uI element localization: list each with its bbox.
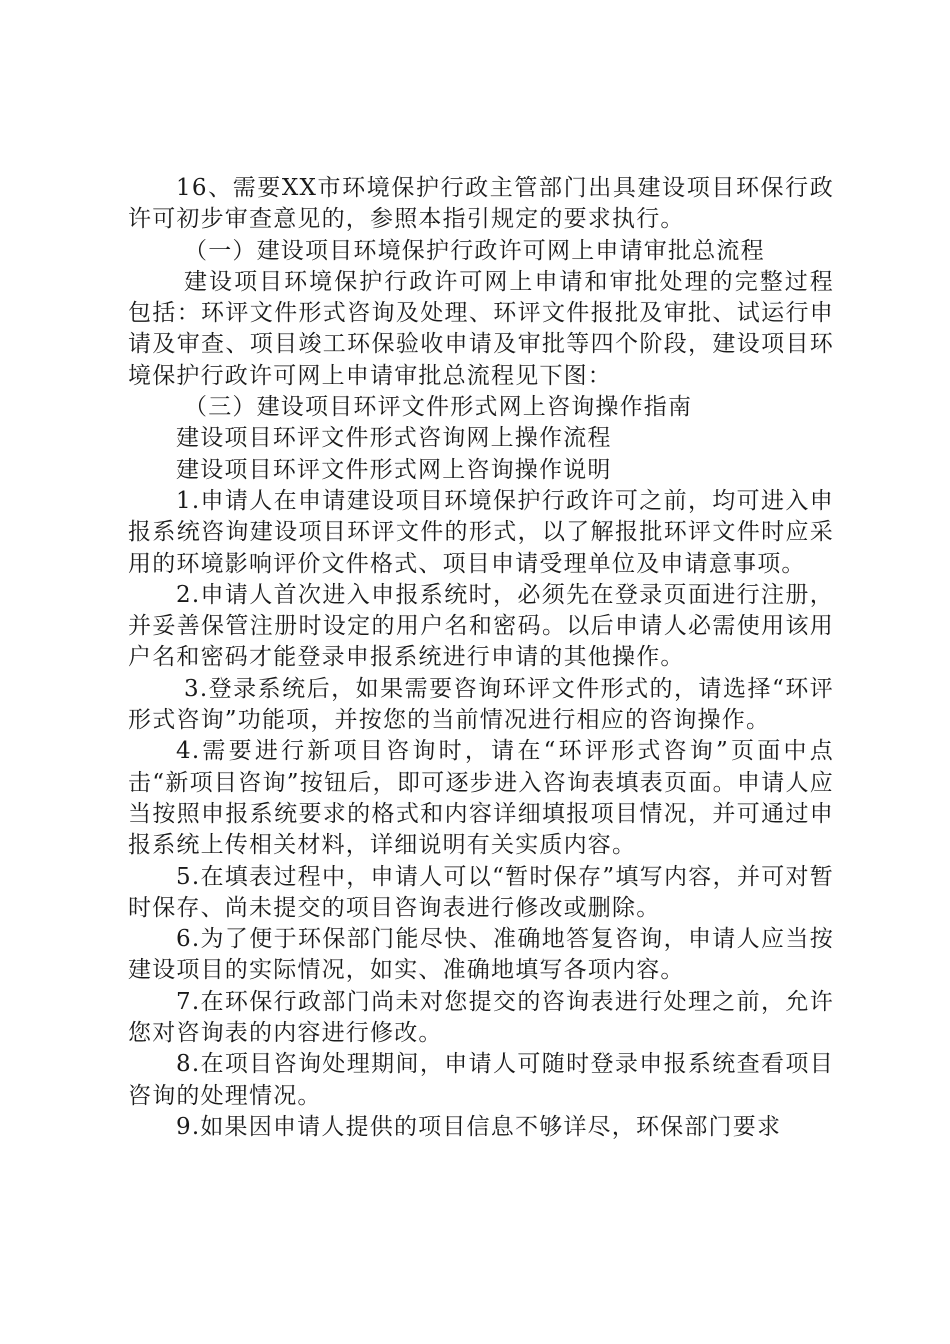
subheading-instructions: 建设项目环评文件形式网上咨询操作说明 bbox=[176, 456, 612, 483]
paragraph-item-4: 4.需要进行新项目咨询时，请在“环评形式咨询”页面中点击“新项目咨询”按钮后，即可逐步进入咨询表填表页面。申请人应当按照申报系统要求的格式和内容详细填报项目情况，并可通过申报系统上传相关材料，详细说明有关实质内容。 bbox=[128, 738, 834, 859]
section-heading-3: （三）建设项目环评文件形式网上咨询操作指南 bbox=[184, 394, 693, 421]
paragraph-item-9: 9.如果因申请人提供的项目信息不够详尽，环保部门要求 bbox=[176, 1113, 782, 1140]
paragraph-16: 16、需要XX市环境保护行政主管部门出具建设项目环保行政许可初步审查意见的，参照本指引规定的要求执行。 bbox=[128, 175, 834, 233]
paragraph-item-1: 1.申请人在申请建设项目环境保护行政许可之前，均可进入申报系统咨询建设项目环评文件的形式，以了解报批环评文件时应采用的环境影响评价文件格式、项目申请受理单位及申请意事项。 bbox=[128, 487, 834, 577]
paragraph-item-8: 8.在项目咨询处理期间，申请人可随时登录申报系统查看项目咨询的处理情况。 bbox=[128, 1051, 834, 1109]
document-body bbox=[128, 173, 834, 1143]
subheading-flow: 建设项目环评文件形式咨询网上操作流程 bbox=[176, 425, 612, 452]
paragraph-item-6: 6.为了便于环保部门能尽快、准确地答复咨询，申请人应当按建设项目的实际情况，如实、准确地填写各项内容。 bbox=[128, 926, 834, 984]
paragraph-process-overview: 建设项目环境保护行政许可网上申请和审批处理的完整过程包括：环评文件形式咨询及处理、环评文件报批及审批、试运行申请及审查、项目竣工环保验收申请及审批等四个阶段，建设项目环境保护行政许可网上申请审批总流程见下图： bbox=[128, 268, 834, 389]
paragraph-item-2: 2.申请人首次进入申报系统时，必须先在登录页面进行注册，并妥善保管注册时设定的用户名和密码。以后申请人必需使用该用户名和密码才能登录申报系统进行申请的其他操作。 bbox=[128, 581, 834, 671]
paragraph-item-3: 3.登录系统后，如果需要咨询环评文件形式的，请选择“环评形式咨询”功能项，并按您的当前情况进行相应的咨询操作。 bbox=[128, 675, 834, 734]
section-heading-1: （一）建设项目环境保护行政许可网上申请审批总流程 bbox=[184, 237, 765, 264]
paragraph-item-7: 7.在环保行政部门尚未对您提交的咨询表进行处理之前，允许您对咨询表的内容进行修改。 bbox=[128, 988, 834, 1047]
paragraph-item-5: 5.在填表过程中，申请人可以“暂时保存”填写内容，并可对暂时保存、尚未提交的项目咨询表进行修改或删除。 bbox=[128, 863, 834, 921]
